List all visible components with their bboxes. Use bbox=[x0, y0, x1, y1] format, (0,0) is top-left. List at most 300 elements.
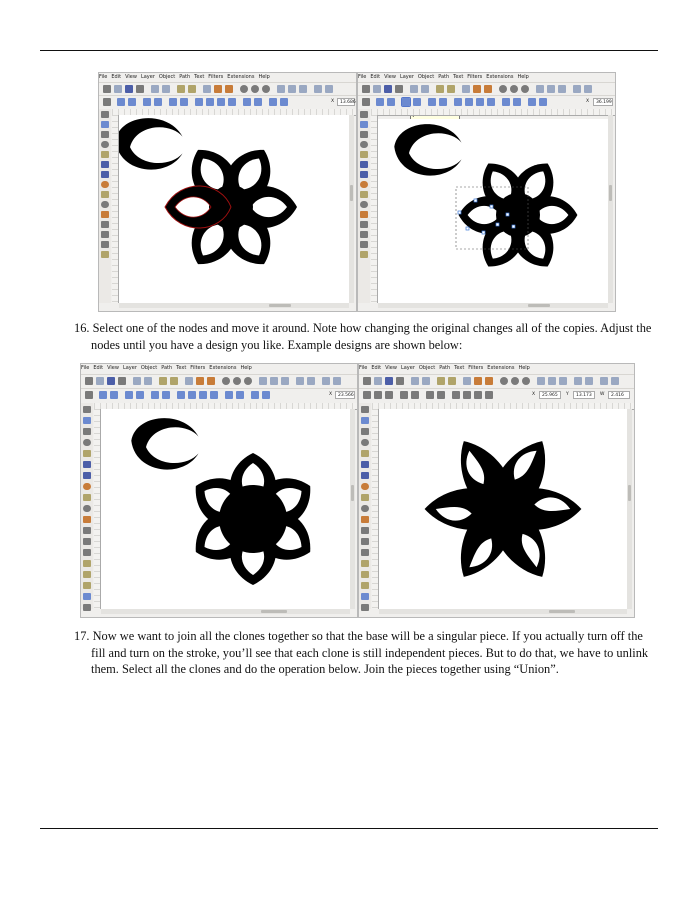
pencil-tool-icon[interactable] bbox=[361, 516, 369, 523]
menu-path[interactable]: Path bbox=[179, 74, 191, 80]
menu-layer[interactable]: Layer bbox=[400, 365, 415, 371]
symmetric-node-icon[interactable] bbox=[217, 98, 225, 106]
spray-tool-icon[interactable] bbox=[83, 560, 91, 567]
raise-icon[interactable] bbox=[463, 391, 471, 399]
tool-controls-bar bbox=[99, 95, 356, 109]
star-tool-icon[interactable] bbox=[101, 191, 109, 198]
ellipse-tool-icon[interactable] bbox=[83, 483, 91, 490]
curve-segment-icon[interactable] bbox=[513, 98, 521, 106]
menu-object[interactable]: Object bbox=[417, 74, 435, 80]
step-17-number: 17. bbox=[74, 629, 90, 643]
menu-layer[interactable]: Layer bbox=[399, 74, 414, 80]
join-segment-icon[interactable] bbox=[428, 98, 436, 106]
toolbox bbox=[81, 403, 93, 609]
drawing-canvas[interactable] bbox=[378, 119, 608, 303]
zoom-page-icon[interactable] bbox=[522, 377, 530, 385]
x-coordinate-input[interactable]: 23.566 bbox=[335, 391, 355, 399]
save-icon[interactable] bbox=[385, 377, 393, 385]
line-segment-icon[interactable] bbox=[502, 98, 510, 106]
group-icon[interactable] bbox=[314, 85, 322, 93]
symmetric-node-icon[interactable] bbox=[199, 391, 207, 399]
copy-icon[interactable] bbox=[185, 377, 193, 385]
preferences-icon[interactable] bbox=[333, 377, 341, 385]
step-16-text: Select one of the nodes and move it around. Note how changing the original changes all of the copies. Adjust the nodes until you have a design you like. Example designs are shown below: bbox=[91, 321, 652, 352]
group-icon[interactable] bbox=[574, 377, 582, 385]
horizontal-scrollbar[interactable] bbox=[119, 303, 349, 308]
copy-icon[interactable] bbox=[463, 377, 471, 385]
fill-stroke-icon[interactable] bbox=[600, 377, 608, 385]
smooth-node-icon[interactable] bbox=[188, 391, 196, 399]
export-icon[interactable] bbox=[144, 377, 152, 385]
cut-icon[interactable] bbox=[474, 377, 482, 385]
step-17-line bbox=[74, 628, 659, 678]
unlink-clone-icon[interactable] bbox=[558, 85, 566, 93]
menu-path[interactable]: Path bbox=[161, 365, 173, 371]
zoom-page-icon[interactable] bbox=[244, 377, 252, 385]
fill-stroke-icon[interactable] bbox=[322, 377, 330, 385]
x-coordinate-input[interactable]: 36.199 bbox=[593, 98, 613, 106]
auto-smooth-icon[interactable] bbox=[487, 98, 495, 106]
dropper-tool-icon[interactable] bbox=[361, 604, 369, 611]
redo-icon[interactable] bbox=[448, 377, 456, 385]
delete-node-icon[interactable] bbox=[110, 391, 118, 399]
commands-toolbar bbox=[99, 82, 356, 96]
3d-box-tool-icon[interactable] bbox=[101, 171, 109, 178]
horizontal-ruler bbox=[371, 109, 615, 116]
text-tool-icon[interactable] bbox=[83, 549, 91, 556]
gradient-tool-icon[interactable] bbox=[83, 593, 91, 600]
text-tool-icon[interactable] bbox=[360, 241, 368, 248]
x-field-label: X bbox=[532, 392, 536, 397]
screenshot-top-right bbox=[357, 72, 616, 312]
zoom-page-icon[interactable] bbox=[262, 85, 270, 93]
new-document-icon[interactable] bbox=[363, 377, 371, 385]
toolbox bbox=[358, 109, 370, 303]
join-nodes-icon[interactable] bbox=[143, 98, 151, 106]
cusp-node-icon[interactable] bbox=[454, 98, 462, 106]
delete-node-icon[interactable] bbox=[387, 98, 395, 106]
insert-node-icon[interactable] bbox=[99, 391, 107, 399]
menu-filters[interactable]: Filters bbox=[468, 365, 484, 371]
save-icon[interactable] bbox=[384, 85, 392, 93]
export-icon[interactable] bbox=[162, 85, 170, 93]
pen-tool-icon[interactable] bbox=[361, 527, 369, 534]
deselect-icon[interactable] bbox=[385, 391, 393, 399]
node-tool-option-icon[interactable] bbox=[103, 98, 111, 106]
delete-segment-icon[interactable] bbox=[439, 98, 447, 106]
object-to-path-icon[interactable] bbox=[528, 98, 536, 106]
insert-node-icon[interactable] bbox=[376, 98, 384, 106]
menu-text[interactable]: Text bbox=[453, 74, 464, 80]
tool-controls-bar bbox=[358, 95, 615, 109]
node-tool-option-icon[interactable] bbox=[85, 391, 93, 399]
menu-filters[interactable]: Filters bbox=[208, 74, 224, 80]
vertical-scrollbar[interactable] bbox=[608, 115, 613, 303]
undo-icon[interactable] bbox=[177, 85, 185, 93]
calligraphy-tool-icon[interactable] bbox=[361, 538, 369, 545]
eraser-tool-icon[interactable] bbox=[361, 571, 369, 578]
spiral-tool-icon[interactable] bbox=[83, 505, 91, 512]
unlink-clone-icon[interactable] bbox=[281, 377, 289, 385]
duplicate-icon[interactable] bbox=[259, 377, 267, 385]
stroke-to-path-icon[interactable] bbox=[280, 98, 288, 106]
zoom-tool-icon[interactable] bbox=[101, 141, 109, 148]
toolbox bbox=[359, 403, 371, 609]
pencil-tool-icon[interactable] bbox=[360, 211, 368, 218]
lower-to-bottom-icon[interactable] bbox=[485, 391, 493, 399]
new-document-icon[interactable] bbox=[362, 85, 370, 93]
export-icon[interactable] bbox=[421, 85, 429, 93]
tweak-tool-icon[interactable] bbox=[83, 428, 91, 435]
menu-bar bbox=[359, 364, 634, 373]
menu-layer[interactable]: Layer bbox=[140, 74, 155, 80]
node-tool-icon[interactable] bbox=[83, 417, 91, 424]
paste-icon[interactable] bbox=[225, 85, 233, 93]
print-icon[interactable] bbox=[136, 85, 144, 93]
object-to-path-icon[interactable] bbox=[251, 391, 259, 399]
line-segment-icon[interactable] bbox=[243, 98, 251, 106]
zoom-drawing-icon[interactable] bbox=[511, 377, 519, 385]
save-icon[interactable] bbox=[107, 377, 115, 385]
clone-icon[interactable] bbox=[547, 85, 555, 93]
menu-filters[interactable]: Filters bbox=[467, 74, 483, 80]
clone-icon[interactable] bbox=[548, 377, 556, 385]
bucket-tool-icon[interactable] bbox=[83, 582, 91, 589]
flip-horizontal-icon[interactable] bbox=[426, 391, 434, 399]
tweak-tool-icon[interactable] bbox=[361, 428, 369, 435]
curve-segment-icon[interactable] bbox=[254, 98, 262, 106]
tool-controls-bar bbox=[359, 388, 634, 402]
vertical-ruler bbox=[112, 115, 119, 303]
step-16-line bbox=[74, 320, 659, 353]
ungroup-icon[interactable] bbox=[307, 377, 315, 385]
rectangle-tool-icon[interactable] bbox=[101, 161, 109, 168]
select-all-icon[interactable] bbox=[363, 391, 371, 399]
cut-icon[interactable] bbox=[214, 85, 222, 93]
calligraphy-tool-icon[interactable] bbox=[360, 231, 368, 238]
horizontal-scrollbar[interactable] bbox=[379, 609, 627, 614]
bottom-rule bbox=[40, 828, 658, 829]
menu-view[interactable]: View bbox=[125, 74, 137, 80]
spiral-tool-icon[interactable] bbox=[361, 505, 369, 512]
x-field-label: X bbox=[331, 99, 335, 104]
menu-extensions[interactable]: Extensions bbox=[487, 365, 515, 371]
unlink-clone-icon[interactable] bbox=[299, 85, 307, 93]
menu-file[interactable]: File bbox=[359, 365, 368, 371]
spray-tool-icon[interactable] bbox=[101, 251, 109, 258]
zoom-drawing-icon[interactable] bbox=[510, 85, 518, 93]
vertical-scrollbar[interactable] bbox=[627, 409, 632, 609]
rotate-ccw-icon[interactable] bbox=[400, 391, 408, 399]
break-path-icon[interactable] bbox=[136, 391, 144, 399]
menu-path[interactable]: Path bbox=[439, 365, 451, 371]
ungroup-icon[interactable] bbox=[585, 377, 593, 385]
cusp-node-icon[interactable] bbox=[177, 391, 185, 399]
eraser-tool-icon[interactable] bbox=[83, 571, 91, 578]
dropper-tool-icon[interactable] bbox=[83, 604, 91, 611]
selector-tool-icon[interactable] bbox=[360, 111, 368, 118]
menu-edit[interactable]: Edit bbox=[111, 74, 122, 80]
x-coordinate-input[interactable]: 25.965 bbox=[539, 391, 561, 399]
rectangle-tool-icon[interactable] bbox=[361, 461, 369, 468]
menu-bar bbox=[358, 73, 615, 82]
step-16-number: 16. bbox=[74, 321, 90, 335]
group-icon[interactable] bbox=[573, 85, 581, 93]
pen-tool-icon[interactable] bbox=[360, 221, 368, 228]
unlink-clone-icon[interactable] bbox=[559, 377, 567, 385]
node-tool-icon[interactable] bbox=[360, 121, 368, 128]
break-path-icon[interactable] bbox=[154, 98, 162, 106]
menu-view[interactable]: View bbox=[384, 74, 396, 80]
rectangle-tool-icon[interactable] bbox=[83, 461, 91, 468]
x-coordinate-input[interactable]: 13.686 bbox=[337, 98, 355, 106]
undo-icon[interactable] bbox=[437, 377, 445, 385]
delete-segment-icon[interactable] bbox=[180, 98, 188, 106]
drawing-canvas[interactable] bbox=[119, 115, 349, 303]
menu-edit[interactable]: Edit bbox=[370, 74, 381, 80]
import-icon[interactable] bbox=[151, 85, 159, 93]
node-tool-icon[interactable] bbox=[101, 121, 109, 128]
node-tool-option-icon[interactable] bbox=[362, 98, 370, 106]
raise-to-top-icon[interactable] bbox=[452, 391, 460, 399]
print-icon[interactable] bbox=[118, 377, 126, 385]
selector-tool-icon[interactable] bbox=[83, 406, 91, 413]
open-icon[interactable] bbox=[114, 85, 122, 93]
ungroup-icon[interactable] bbox=[325, 85, 333, 93]
menu-text[interactable]: Text bbox=[194, 74, 205, 80]
menu-edit[interactable]: Edit bbox=[93, 365, 104, 371]
measure-tool-icon[interactable] bbox=[361, 450, 369, 457]
horizontal-scrollbar[interactable] bbox=[101, 609, 350, 614]
copy-icon[interactable] bbox=[462, 85, 470, 93]
stroke-to-path-icon[interactable] bbox=[262, 391, 270, 399]
print-icon[interactable] bbox=[395, 85, 403, 93]
3d-box-tool-icon[interactable] bbox=[83, 472, 91, 479]
pen-tool-icon[interactable] bbox=[83, 527, 91, 534]
cusp-node-icon[interactable] bbox=[195, 98, 203, 106]
redo-icon[interactable] bbox=[188, 85, 196, 93]
menu-extensions[interactable]: Extensions bbox=[486, 74, 514, 80]
menu-help[interactable]: Help bbox=[258, 74, 270, 80]
undo-icon[interactable] bbox=[159, 377, 167, 385]
zoom-tool-icon[interactable] bbox=[83, 439, 91, 446]
paste-icon[interactable] bbox=[484, 85, 492, 93]
symmetric-node-icon[interactable] bbox=[476, 98, 484, 106]
zoom-tool-icon[interactable] bbox=[360, 141, 368, 148]
rectangle-tool-icon[interactable] bbox=[360, 161, 368, 168]
ellipse-tool-icon[interactable] bbox=[361, 483, 369, 490]
menu-text[interactable]: Text bbox=[454, 365, 465, 371]
menu-file[interactable]: File bbox=[99, 74, 108, 80]
vertical-ruler bbox=[371, 115, 378, 303]
ellipse-tool-icon[interactable] bbox=[101, 181, 109, 188]
print-icon[interactable] bbox=[396, 377, 404, 385]
ellipse-tool-icon[interactable] bbox=[360, 181, 368, 188]
redo-icon[interactable] bbox=[447, 85, 455, 93]
open-icon[interactable] bbox=[374, 377, 382, 385]
top-rule bbox=[40, 50, 658, 51]
menu-file[interactable]: File bbox=[358, 74, 367, 80]
toolbox bbox=[99, 109, 111, 303]
duplicate-icon[interactable] bbox=[537, 377, 545, 385]
rotate-cw-icon[interactable] bbox=[411, 391, 419, 399]
break-path-icon[interactable] bbox=[413, 98, 421, 106]
join-segment-icon[interactable] bbox=[169, 98, 177, 106]
zoom-tool-icon[interactable] bbox=[361, 439, 369, 446]
select-all-layers-icon[interactable] bbox=[374, 391, 382, 399]
menu-edit[interactable]: Edit bbox=[371, 365, 382, 371]
smooth-node-icon[interactable] bbox=[206, 98, 214, 106]
drawing-canvas[interactable] bbox=[379, 409, 627, 609]
x-field-label: X bbox=[329, 392, 333, 397]
crescent-shape bbox=[119, 118, 183, 169]
bucket-tool-icon[interactable] bbox=[361, 582, 369, 589]
spray-tool-icon[interactable] bbox=[361, 560, 369, 567]
commands-toolbar bbox=[358, 82, 615, 96]
group-icon[interactable] bbox=[296, 377, 304, 385]
zoom-selection-icon[interactable] bbox=[499, 85, 507, 93]
join-segment-icon[interactable] bbox=[151, 391, 159, 399]
vertical-ruler bbox=[94, 409, 101, 609]
tweak-tool-icon[interactable] bbox=[101, 131, 109, 138]
calligraphy-tool-icon[interactable] bbox=[101, 231, 109, 238]
step-17-paragraph bbox=[74, 628, 659, 678]
open-icon[interactable] bbox=[96, 377, 104, 385]
export-icon[interactable] bbox=[422, 377, 430, 385]
menu-object[interactable]: Object bbox=[158, 74, 176, 80]
menu-view[interactable]: View bbox=[385, 365, 397, 371]
save-icon[interactable] bbox=[125, 85, 133, 93]
3d-box-tool-icon[interactable] bbox=[360, 171, 368, 178]
ungroup-icon[interactable] bbox=[584, 85, 592, 93]
object-to-path-icon[interactable] bbox=[269, 98, 277, 106]
menu-object[interactable]: Object bbox=[418, 365, 436, 371]
auto-smooth-icon[interactable] bbox=[228, 98, 236, 106]
duplicate-icon[interactable] bbox=[277, 85, 285, 93]
menu-path[interactable]: Path bbox=[438, 74, 450, 80]
spiral-tool-icon[interactable] bbox=[360, 201, 368, 208]
clone-icon[interactable] bbox=[288, 85, 296, 93]
paste-icon[interactable] bbox=[485, 377, 493, 385]
open-icon[interactable] bbox=[373, 85, 381, 93]
undo-icon[interactable] bbox=[436, 85, 444, 93]
join-nodes-icon[interactable] bbox=[125, 391, 133, 399]
menu-object[interactable]: Object bbox=[140, 365, 158, 371]
star-tool-icon[interactable] bbox=[83, 494, 91, 501]
star-tool-icon[interactable] bbox=[361, 494, 369, 501]
vertical-scrollbar[interactable] bbox=[349, 115, 354, 303]
star-tool-icon[interactable] bbox=[360, 191, 368, 198]
menu-extensions[interactable]: Extensions bbox=[209, 365, 237, 371]
cut-icon[interactable] bbox=[196, 377, 204, 385]
commands-toolbar bbox=[359, 374, 634, 388]
line-segment-icon[interactable] bbox=[225, 391, 233, 399]
duplicate-icon[interactable] bbox=[536, 85, 544, 93]
measure-tool-icon[interactable] bbox=[360, 151, 368, 158]
zoom-selection-icon[interactable] bbox=[240, 85, 248, 93]
import-icon[interactable] bbox=[133, 377, 141, 385]
measure-tool-icon[interactable] bbox=[101, 151, 109, 158]
spiral-tool-icon[interactable] bbox=[101, 201, 109, 208]
step-17-text: Now we want to join all the clones together so that the base will be a singular piece. If you actually turn off the fill and turn on the stroke, you’ll see that each clone is still independent pieces. But to do that, we have to unlink them. Select all the clones and do the operation below. Join the pieces together using “Union”. bbox=[91, 629, 649, 676]
width-input[interactable]: 2.416 bbox=[608, 391, 630, 399]
node-tool-icon[interactable] bbox=[361, 417, 369, 424]
import-icon[interactable] bbox=[410, 85, 418, 93]
drawing-canvas[interactable] bbox=[101, 409, 350, 609]
auto-smooth-icon[interactable] bbox=[210, 391, 218, 399]
stroke-to-path-icon[interactable] bbox=[539, 98, 547, 106]
horizontal-scrollbar[interactable] bbox=[378, 303, 608, 308]
copy-icon[interactable] bbox=[203, 85, 211, 93]
insert-node-icon[interactable] bbox=[117, 98, 125, 106]
w-field-label: W bbox=[600, 392, 605, 397]
y-coordinate-input[interactable]: 13.173 bbox=[573, 391, 595, 399]
measure-tool-icon[interactable] bbox=[83, 450, 91, 457]
zoom-selection-icon[interactable] bbox=[500, 377, 508, 385]
screenshot-top-left bbox=[98, 72, 357, 312]
menu-file[interactable]: File bbox=[81, 365, 90, 371]
menu-bar bbox=[99, 73, 356, 82]
calligraphy-tool-icon[interactable] bbox=[83, 538, 91, 545]
pencil-tool-icon[interactable] bbox=[101, 211, 109, 218]
x-field-label: X bbox=[586, 99, 590, 104]
text-tool-icon[interactable] bbox=[101, 241, 109, 248]
delete-segment-icon[interactable] bbox=[162, 391, 170, 399]
menu-filters[interactable]: Filters bbox=[190, 365, 206, 371]
zoom-drawing-icon[interactable] bbox=[251, 85, 259, 93]
clone-icon[interactable] bbox=[270, 377, 278, 385]
flower-drawing bbox=[101, 409, 350, 609]
zoom-selection-icon[interactable] bbox=[222, 377, 230, 385]
new-document-icon[interactable] bbox=[85, 377, 93, 385]
lower-icon[interactable] bbox=[474, 391, 482, 399]
paste-icon[interactable] bbox=[207, 377, 215, 385]
tweak-tool-icon[interactable] bbox=[360, 131, 368, 138]
preferences-icon[interactable] bbox=[611, 377, 619, 385]
pen-tool-icon[interactable] bbox=[101, 221, 109, 228]
tool-controls-bar bbox=[81, 388, 357, 402]
zoom-drawing-icon[interactable] bbox=[233, 377, 241, 385]
six-point-star-flower bbox=[425, 431, 582, 588]
gradient-tool-icon[interactable] bbox=[361, 593, 369, 600]
spray-tool-icon[interactable] bbox=[360, 251, 368, 258]
menu-text[interactable]: Text bbox=[176, 365, 187, 371]
flower-drawing bbox=[378, 119, 608, 303]
delete-node-icon[interactable] bbox=[128, 98, 136, 106]
text-tool-icon[interactable] bbox=[361, 549, 369, 556]
zoom-page-icon[interactable] bbox=[521, 85, 529, 93]
selector-tool-icon[interactable] bbox=[361, 406, 369, 413]
menu-help[interactable]: Help bbox=[518, 365, 530, 371]
pencil-tool-icon[interactable] bbox=[83, 516, 91, 523]
curve-segment-icon[interactable] bbox=[236, 391, 244, 399]
menu-view[interactable]: View bbox=[107, 365, 119, 371]
vertical-scrollbar[interactable] bbox=[350, 409, 355, 609]
menu-help[interactable]: Help bbox=[240, 365, 252, 371]
flip-vertical-icon[interactable] bbox=[437, 391, 445, 399]
import-icon[interactable] bbox=[411, 377, 419, 385]
cut-icon[interactable] bbox=[473, 85, 481, 93]
menu-layer[interactable]: Layer bbox=[122, 365, 137, 371]
new-document-icon[interactable] bbox=[103, 85, 111, 93]
selector-tool-icon[interactable] bbox=[101, 111, 109, 118]
menu-extensions[interactable]: Extensions bbox=[227, 74, 255, 80]
join-nodes-icon[interactable] bbox=[402, 98, 410, 106]
smooth-node-icon[interactable] bbox=[465, 98, 473, 106]
redo-icon[interactable] bbox=[170, 377, 178, 385]
menu-help[interactable]: Help bbox=[517, 74, 529, 80]
3d-box-tool-icon[interactable] bbox=[361, 472, 369, 479]
